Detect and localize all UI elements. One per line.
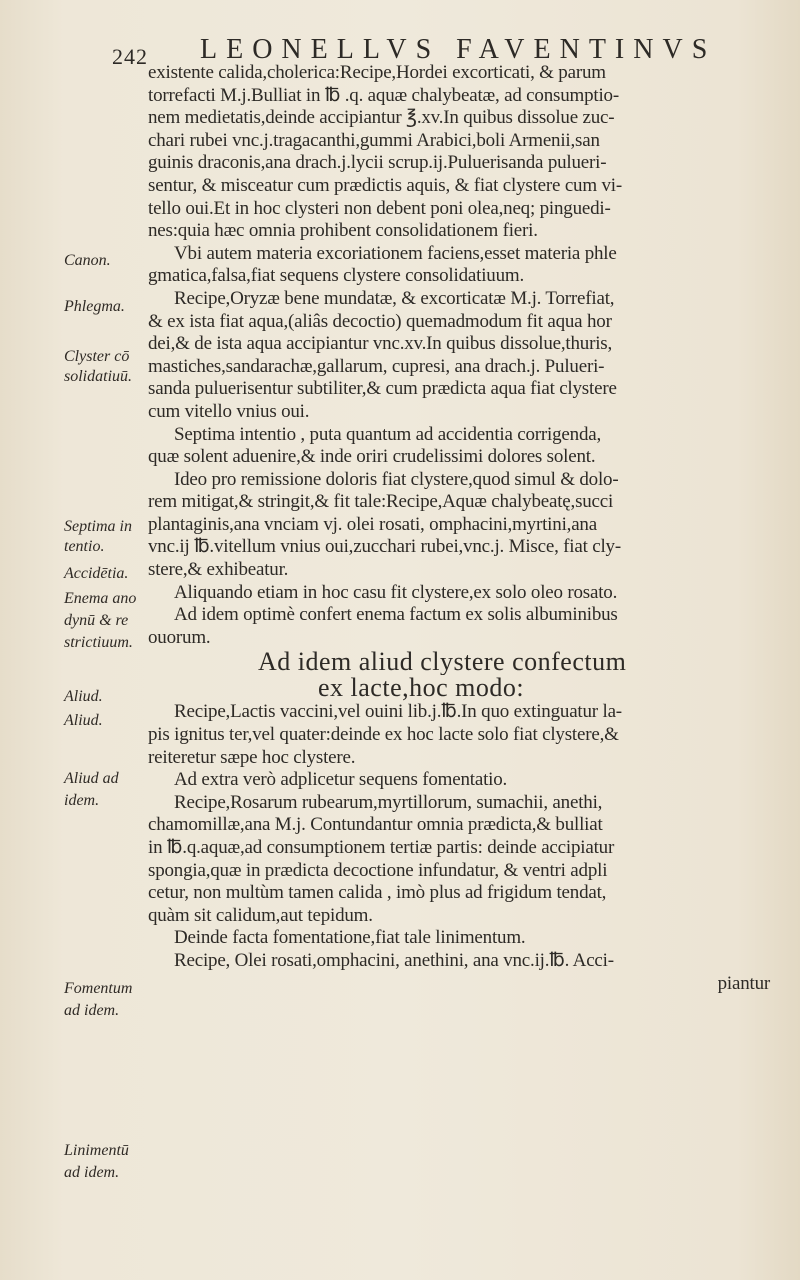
margin-notes (0, 0, 160, 1280)
margin-note: Aliud. (64, 712, 103, 729)
text-line: pis ignitus ter,vel quater:deinde ex hoc lacte solo fiat clystere,& (148, 724, 619, 746)
margin-note: Accidētia. (64, 565, 129, 582)
page-number: 242 (112, 44, 148, 69)
text-line: plantaginis,ana vnciam vj. olei rosati, omphacini,myrtini,ana (148, 513, 597, 535)
text-line: spongia,quæ in prædicta decoctione infundatur, & ventri adpli (148, 859, 608, 881)
margin-note: Clyster cō (64, 348, 130, 365)
text-line: reiteretur sæpe hoc clystere. (148, 746, 356, 768)
margin-note: Phlegma. (64, 298, 125, 315)
margin-note: Fomentum (64, 980, 133, 997)
text-line: torrefacti M.j.Bulliat in ℔ .q. aquæ chalybeatæ, ad consumptio- (148, 84, 619, 106)
text-line: chari rubei vnc.j.tragacanthi,gummi Arabici,boli Armenii,san (148, 129, 600, 151)
margin-note: idem. (64, 792, 100, 809)
text-line: stere,& exhibeatur. (148, 559, 289, 581)
text-line: Ideo pro remissione doloris fiat clystere,quod simul & dolo- (174, 468, 619, 490)
margin-note: Aliud. (64, 688, 103, 705)
text-line: ouorum. (148, 626, 211, 648)
text-line: Ad extra verò adplicetur sequens fomentatio. (174, 769, 508, 791)
margin-note: Canon. (64, 252, 111, 269)
margin-note: solidatiuū. (64, 368, 133, 385)
text-line: quæ solent aduenire,& inde oriri crudelissimi dolores solent. (148, 446, 596, 468)
section-heading: ex lacte,hoc modo: (318, 675, 525, 702)
text-line: sanda puluerisentur subtiliter,& cum prædicta aqua fiat clystere (148, 378, 617, 400)
text-line: Recipe, Olei rosati,omphacini, anethini, ana vnc.ij.℔. Acci- (174, 949, 614, 971)
text-line: quàm sit calidum,aut tepidum. (148, 904, 373, 926)
margin-note: ad idem. (64, 1002, 120, 1019)
text-line: Recipe,Rosarum rubearum,myrtillorum, sumachii, anethi, (174, 791, 603, 813)
text-line: Recipe,Lactis vaccini,vel ouini lib.j.℔.In quo extinguatur la- (174, 701, 622, 723)
text-line: vnc.ij ℔.vitellum vnius oui,zucchari rubei,vnc.j. Misce, fiat cly- (148, 536, 621, 558)
body-text (148, 62, 788, 995)
text-line: Aliquando etiam in hoc casu fit clystere,ex solo oleo rosato. (174, 581, 618, 603)
text-line: cum vitello vnius oui. (148, 400, 310, 422)
text-line: gmatica,falsa,fiat sequens clystere consolidatiuum. (148, 265, 525, 287)
margin-note: Aliud ad (64, 770, 119, 787)
margin-note: dynū & re (64, 612, 129, 629)
margin-note: tentio. (64, 538, 105, 555)
text-line: nes:quia hæc omnia prohibent consolidationem fieri. (148, 220, 538, 242)
text-line: existente calida,cholerica:Recipe,Hordei excorticati, & parum (148, 62, 606, 83)
text-line: Vbi autem materia excoriationem faciens,esset materia phle (174, 242, 617, 264)
text-line: nem medietatis,deinde accipiantur ℥.xv.In quibus dissolue zuc- (148, 107, 615, 129)
margin-note: Septima in (64, 518, 132, 535)
text-line: & ex ista fiat aqua,(aliâs decoctio) quemadmodum fit aqua hor (148, 310, 612, 332)
text-line: dei,& de ista aqua accipiantur vnc.xv.In quibus dissolue,thuris, (148, 333, 613, 355)
text-line: Recipe,Oryzæ bene mundatæ, & excorticatæ M.j. Torrefiat, (174, 287, 615, 309)
text-line: Deinde facta fomentatione,fiat tale linimentum. (174, 927, 526, 949)
margin-note: Enema ano (64, 590, 137, 607)
text-line: mastiches,sandarachæ,gallarum, cupresi, ana drach.j. Pulueri- (148, 355, 605, 377)
text-line: Ad idem optimè confert enema factum ex solis albuminibus (174, 604, 618, 626)
text-line: rem mitigat,& stringit,& fit tale:Recipe,Aquæ chalybeatę,succi (148, 491, 614, 513)
margin-note: Linimentū (64, 1142, 129, 1159)
catchword: piantur (717, 972, 770, 994)
text-line: chamomillæ,ana M.j. Contundantur omnia prædicta,& bulliat (148, 814, 603, 836)
margin-note: ad idem. (64, 1164, 120, 1181)
text-line: guinis draconis,ana drach.j.lycii scrup.ij.Puluerisanda pulueri- (148, 152, 607, 174)
text-line: tello oui.Et in hoc clysteri non debent poni olea,neq; pinguedi- (148, 197, 611, 219)
running-head: LEONELLVS FAVENTINVS (200, 34, 717, 65)
text-line: in ℔.q.aquæ,ad consumptionem tertiæ partis: deinde accipiatur (148, 837, 615, 858)
text-line: sentur, & misceatur cum prædictis aquis, & fiat clystere cum vi- (148, 174, 622, 196)
section-heading: Ad idem aliud clystere confectum (258, 649, 627, 676)
margin-note: strictiuum. (64, 634, 133, 651)
text-line: cetur, non multùm tamen calida , imò plus ad frigidum tendat, (148, 882, 607, 904)
text-line: Septima intentio , puta quantum ad accidentia corrigenda, (174, 423, 602, 445)
